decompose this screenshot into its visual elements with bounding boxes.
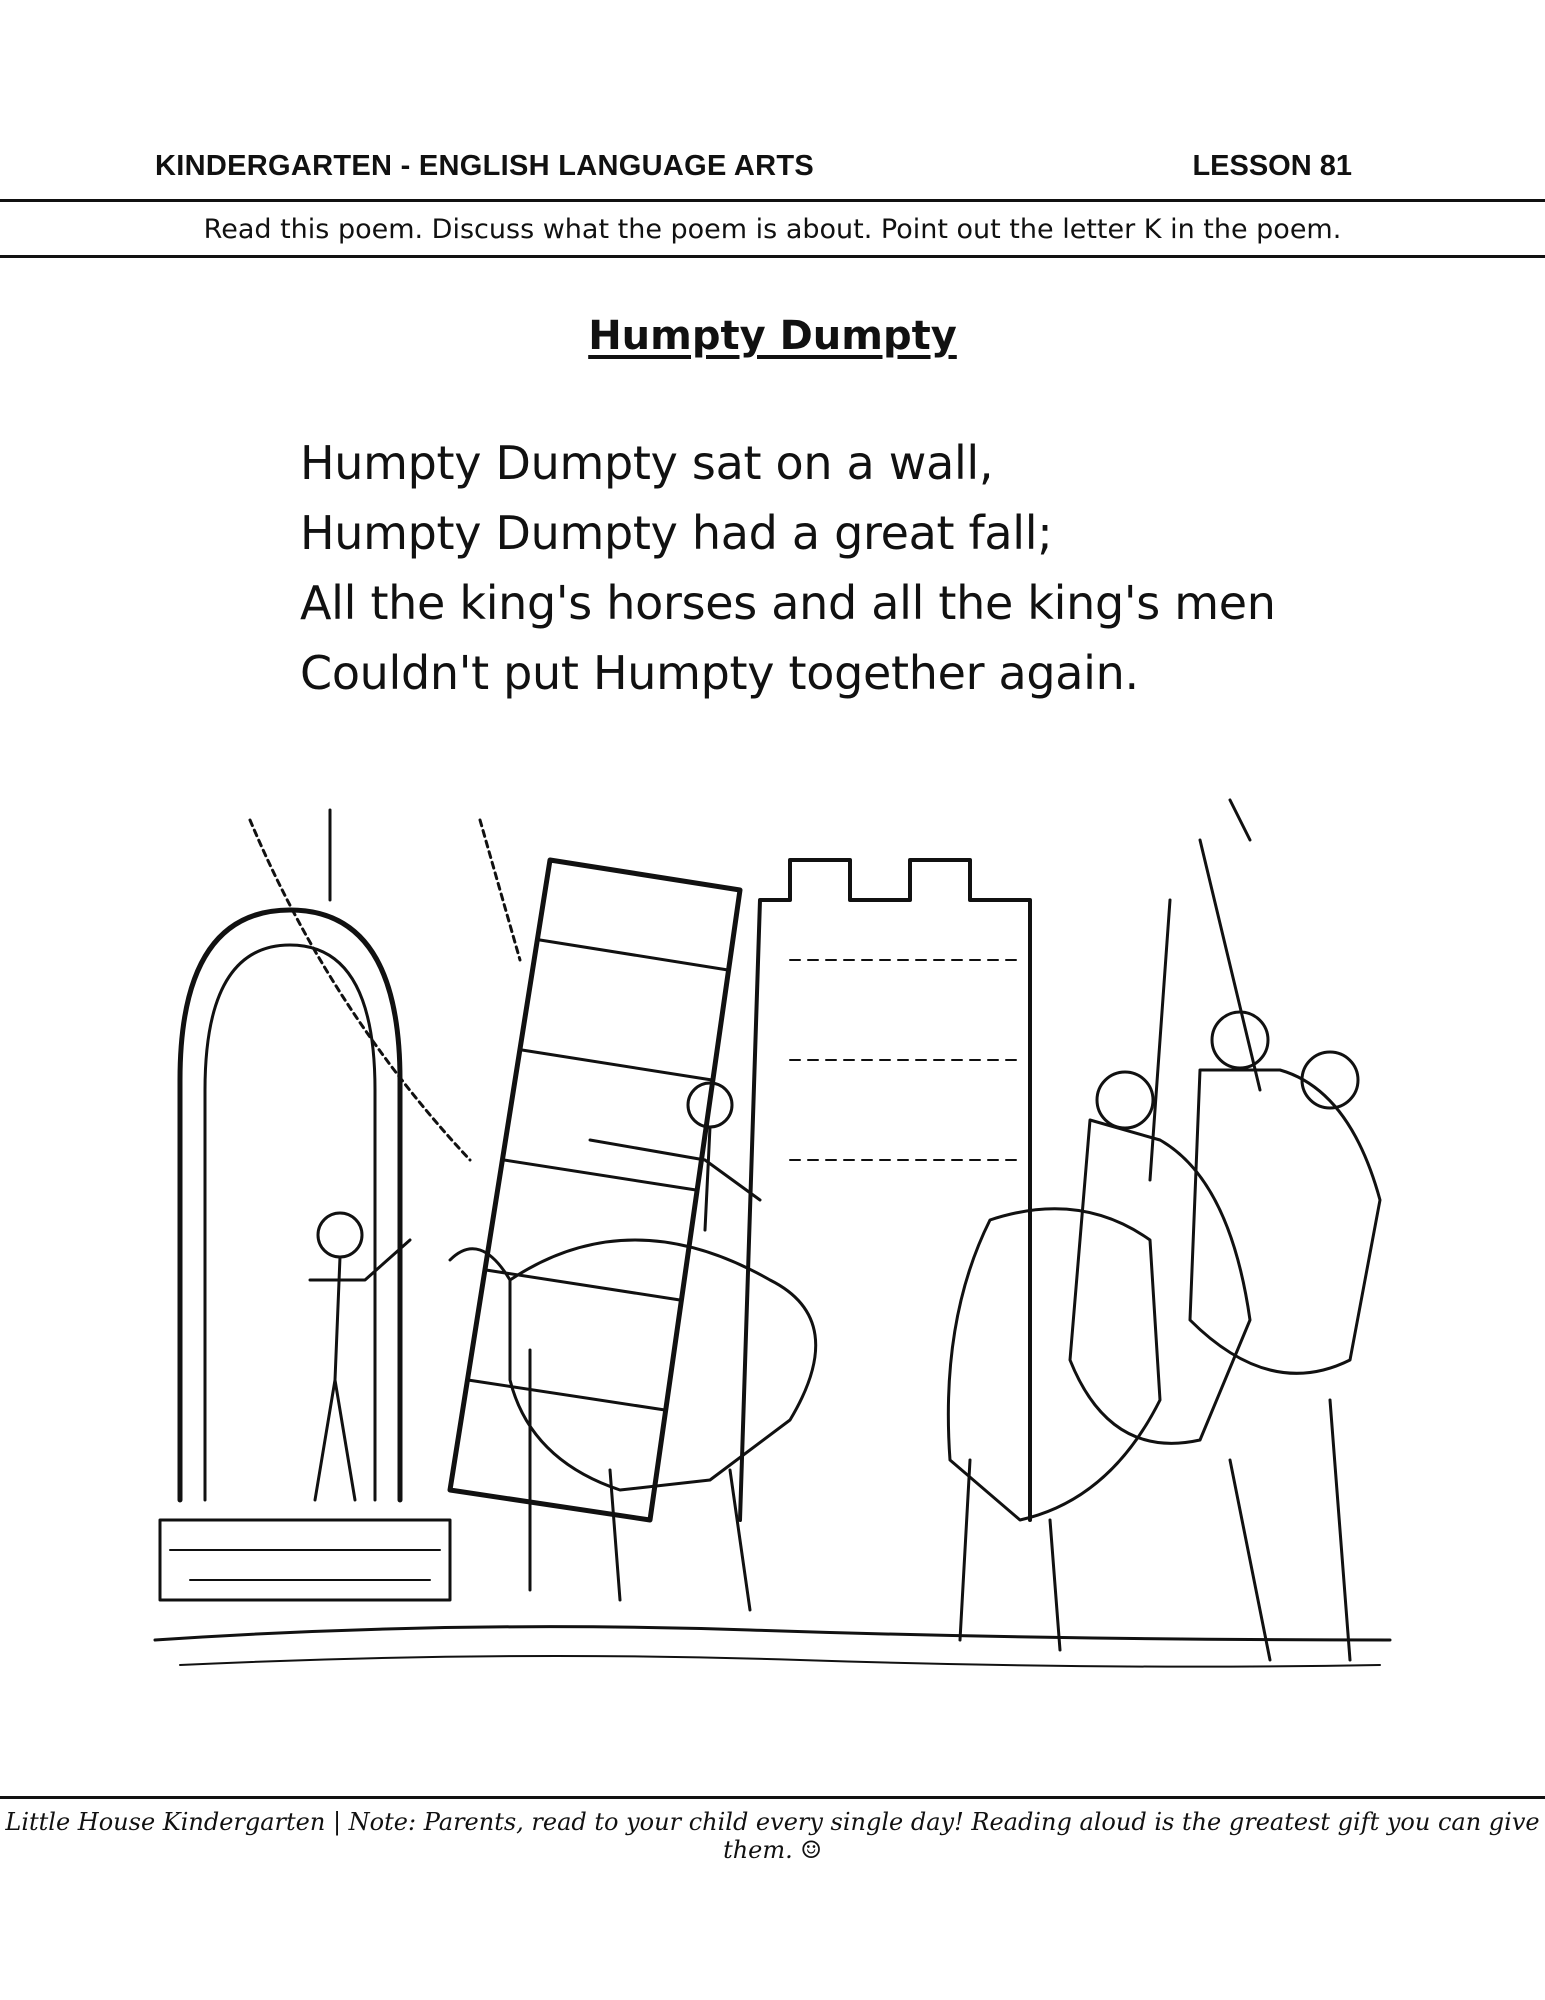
poem-line: Humpty Dumpty sat on a wall,: [300, 436, 994, 490]
instructions-divider: [0, 255, 1545, 258]
footer-note: Little House Kindergarten | Note: Parents, read to your child every single day! Reading aloud is the greatest gift you can give them. ☺: [5, 1808, 1540, 1864]
header-divider: [0, 199, 1545, 202]
instructions-text: Read this poem. Discuss what the poem is about. Point out the letter K in the poem.: [203, 214, 1342, 245]
poem-line: Humpty Dumpty had a great fall;: [300, 506, 1053, 560]
lesson-number: LESSON 81: [1192, 150, 1352, 182]
poem-body: [300, 428, 1350, 708]
subject-label: KINDERGARTEN - ENGLISH LANGUAGE ARTS: [155, 150, 815, 182]
poem-title: Humpty Dumpty: [588, 313, 957, 359]
page-header: [0, 150, 1545, 190]
footer-divider: [0, 1796, 1545, 1799]
poem-line: Couldn't put Humpty together again.: [300, 646, 1139, 700]
knights-castle-illustration: [150, 760, 1400, 1720]
poem-line: All the king's horses and all the king's men: [300, 576, 1276, 630]
